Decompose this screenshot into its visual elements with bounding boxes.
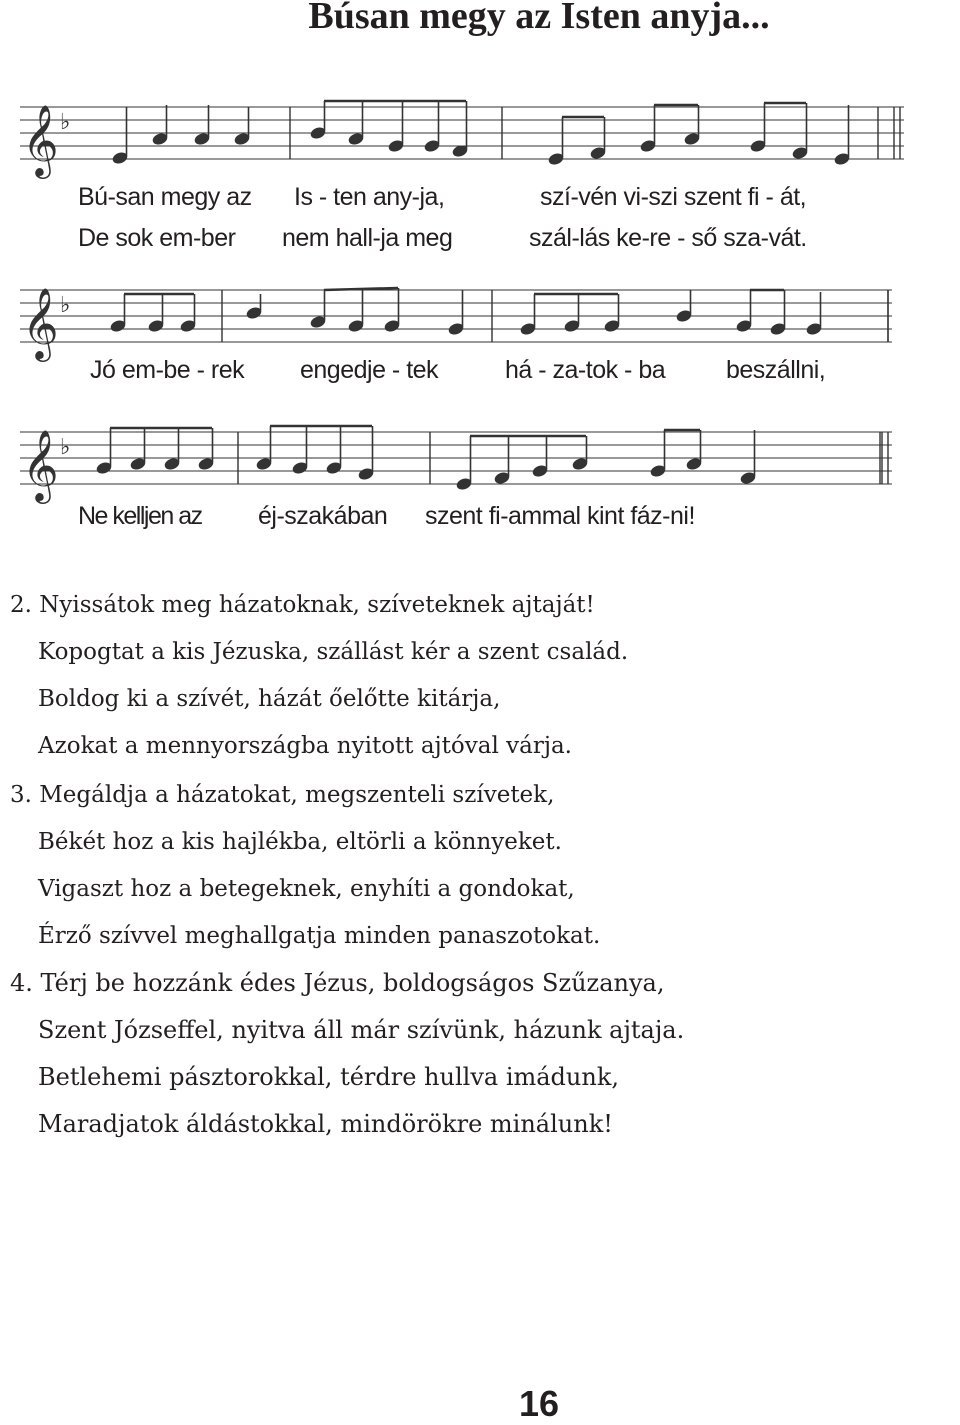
lyric-text: beszállni, bbox=[726, 356, 826, 384]
verse-2 bbox=[10, 582, 628, 770]
verse-line: 4. Térj be hozzánk édes Jézus, boldogságos Szűzanya, bbox=[10, 969, 665, 997]
flat-sign-icon: ♭ bbox=[60, 293, 71, 318]
verse-line: Vigaszt hoz a betegeknek, enyhíti a gondokat, bbox=[38, 876, 575, 902]
verse-line: Békét hoz a kis hajlékba, eltörli a könnyeket. bbox=[38, 829, 562, 855]
flat-sign-icon: ♭ bbox=[60, 435, 71, 460]
lyric-text: Jó em-be - rek bbox=[90, 356, 245, 384]
lyric-text: De sok em-ber bbox=[78, 224, 236, 252]
verse-4 bbox=[10, 960, 684, 1148]
lyric-text: éj-szakában bbox=[258, 502, 388, 530]
verse-3 bbox=[10, 772, 600, 960]
flat-sign-icon: ♭ bbox=[60, 110, 71, 135]
treble-clef-icon: 𝄞 bbox=[22, 103, 59, 176]
lyric-text: szí-vén vi-szi szent fi - át, bbox=[540, 183, 807, 211]
verse-line: Kopogtat a kis Jézuska, szállást kér a szent család. bbox=[38, 639, 629, 665]
treble-clef-icon: 𝄞 bbox=[22, 428, 59, 501]
lyric-text: Bú-san megy az bbox=[78, 183, 252, 211]
verse-line: 3. Megáldja a házatokat, megszenteli szívetek, bbox=[10, 782, 555, 808]
song-title: Búsan megy az Isten anyja... bbox=[308, 0, 770, 37]
lyric-text: Is - ten any-ja, bbox=[294, 183, 445, 211]
lyric-text: szent fi-ammal kint fáz-ni! bbox=[425, 502, 695, 530]
music-staff-3 bbox=[0, 420, 960, 500]
verse-line: Azokat a mennyországba nyitott ajtóval várja. bbox=[38, 733, 572, 759]
verse-line: Szent Józseffel, nyitva áll már szívünk, házunk ajtaja. bbox=[38, 1016, 685, 1044]
lyric-text: há - za-tok - ba bbox=[505, 356, 666, 384]
lyric-text: szál-lás ke-re - ső sza-vát. bbox=[529, 224, 807, 252]
music-staff-1 bbox=[0, 95, 960, 175]
lyric-text: Ne kelljen az bbox=[78, 502, 202, 530]
page-number: 16 bbox=[518, 1383, 560, 1424]
verse-line: Maradjatok áldástokkal, mindörökre minálunk! bbox=[38, 1110, 613, 1138]
verse-line: Betlehemi pásztorokkal, térdre hullva imádunk, bbox=[38, 1063, 620, 1091]
verse-line: 2. Nyissátok meg házatoknak, szíveteknek ajtaját! bbox=[10, 592, 595, 618]
lyric-text: engedje - tek bbox=[300, 356, 439, 384]
verse-line: Érző szívvel meghallgatja minden panaszotokat. bbox=[38, 923, 601, 949]
treble-clef-icon: 𝄞 bbox=[22, 286, 59, 359]
verse-line: Boldog ki a szívét, házát őelőtte kitárja, bbox=[38, 686, 501, 712]
lyric-text: nem hall-ja meg bbox=[282, 224, 453, 252]
music-staff-2 bbox=[0, 278, 960, 358]
